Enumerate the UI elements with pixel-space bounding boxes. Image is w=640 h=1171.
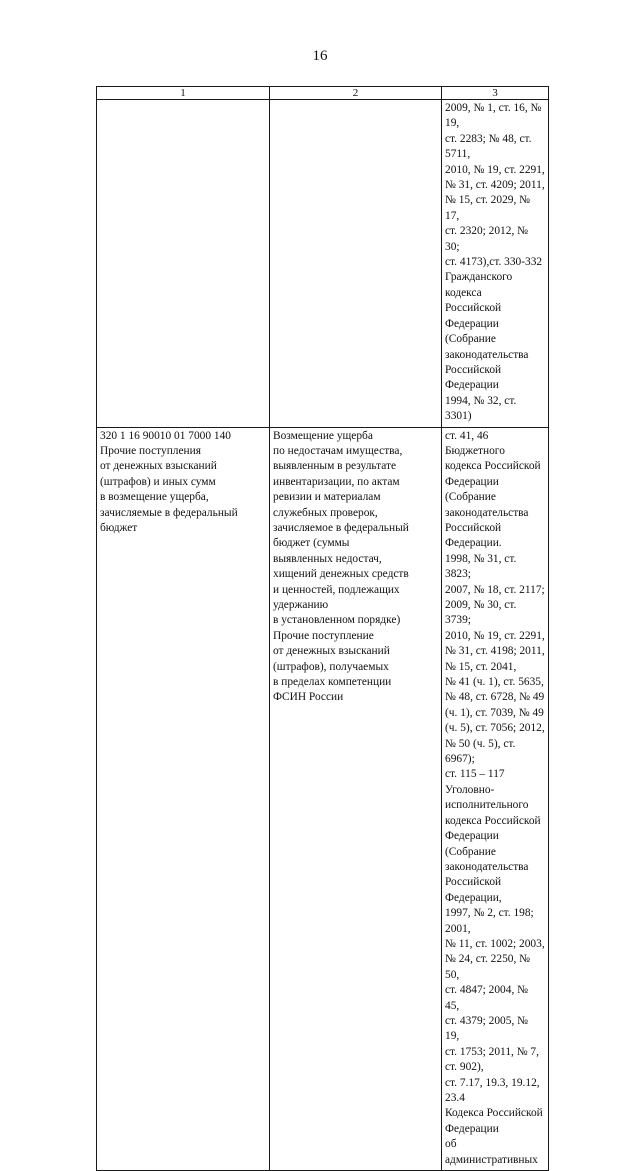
- cell-text: 320 1 16 90010 01 7000 140 Прочие поступления от денежных взысканий (штрафов) и иных сумм в возмещение ущерба, зачисляемые в федеральный бюджет: [100, 429, 238, 534]
- column-header-3: 3: [442, 87, 549, 100]
- table-cell-code: [97, 427, 270, 1171]
- column-header-2: 2: [270, 87, 442, 100]
- document-table: [96, 86, 549, 1171]
- cell-text: Возмещение ущерба по недостачам имущества, выявленным в результате инвентаризации, по актам ревизии и материалам служебных проверок, зачисляемое в федеральный бюджет (суммы выявленных недостач, хищений денежных средств и ценностей, подлежащих удержанию в установленном порядке) Прочие поступление от денежных взысканий (штрафов), получаемых в пределах компетенции ФСИН России: [273, 429, 409, 704]
- table-cell-code: [97, 100, 270, 428]
- table-cell-legal-basis: [442, 427, 549, 1171]
- cell-text: ст. 41, 46 Бюджетного кодекса Российской Федерации (Собрание законодательства Российской Федерации. 1998, № 31, ст. 3823; 2007, № 18, ст. 2117; 2009, № 30, ст. 3739; 2010, № 19, ст. 2291, № 31, ст. 4198; 2011, № 15, ст. 2041, № 41 (ч. 1), ст. 5635, № 48, ст. 6728, № 49 (ч. 1), ст. 7039, № 49 (ч. 5), ст. 7056; 2012, № 50 (ч. 5), ст. 6967); ст. 115 – 117 Уголовно- исполнительного кодекса Российской Федерации (Собрание законодательства Российской Федерации, 1997, № 2, ст. 198; 2001, № 11, ст. 1002; 2003, № 24, ст. 2250, № 50, ст. 4847; 2004, № 45, ст. 4379; 2005, № 19, ст. 1753; 2011, № 7, ст. 902), ст. 7.17, 19.3, 19.12, 23.4 Кодекса Российской Федерации об административных: [445, 429, 545, 1166]
- table-cell-description: [270, 100, 442, 428]
- table-row: [97, 100, 549, 428]
- cell-text: 2009, № 1, ст. 16, № 19, ст. 2283; № 48, ст. 5711, 2010, № 19, ст. 2291, № 31, ст. 4209; 2011, № 15, ст. 2029, № 17, ст. 2320; 2012, № 30; ст. 4173),ст. 330-332 Гражданского кодекса Российской Федерации (Собрание законодательства Российской Федерации 1994, № 32, ст. 3301): [445, 102, 545, 423]
- table-cell-legal-basis: [442, 100, 549, 428]
- table-row: [97, 427, 549, 1171]
- table-cell-description: [270, 427, 442, 1171]
- page-number: 16: [312, 48, 328, 64]
- table-header-row: [97, 87, 549, 100]
- column-header-1: 1: [97, 87, 270, 100]
